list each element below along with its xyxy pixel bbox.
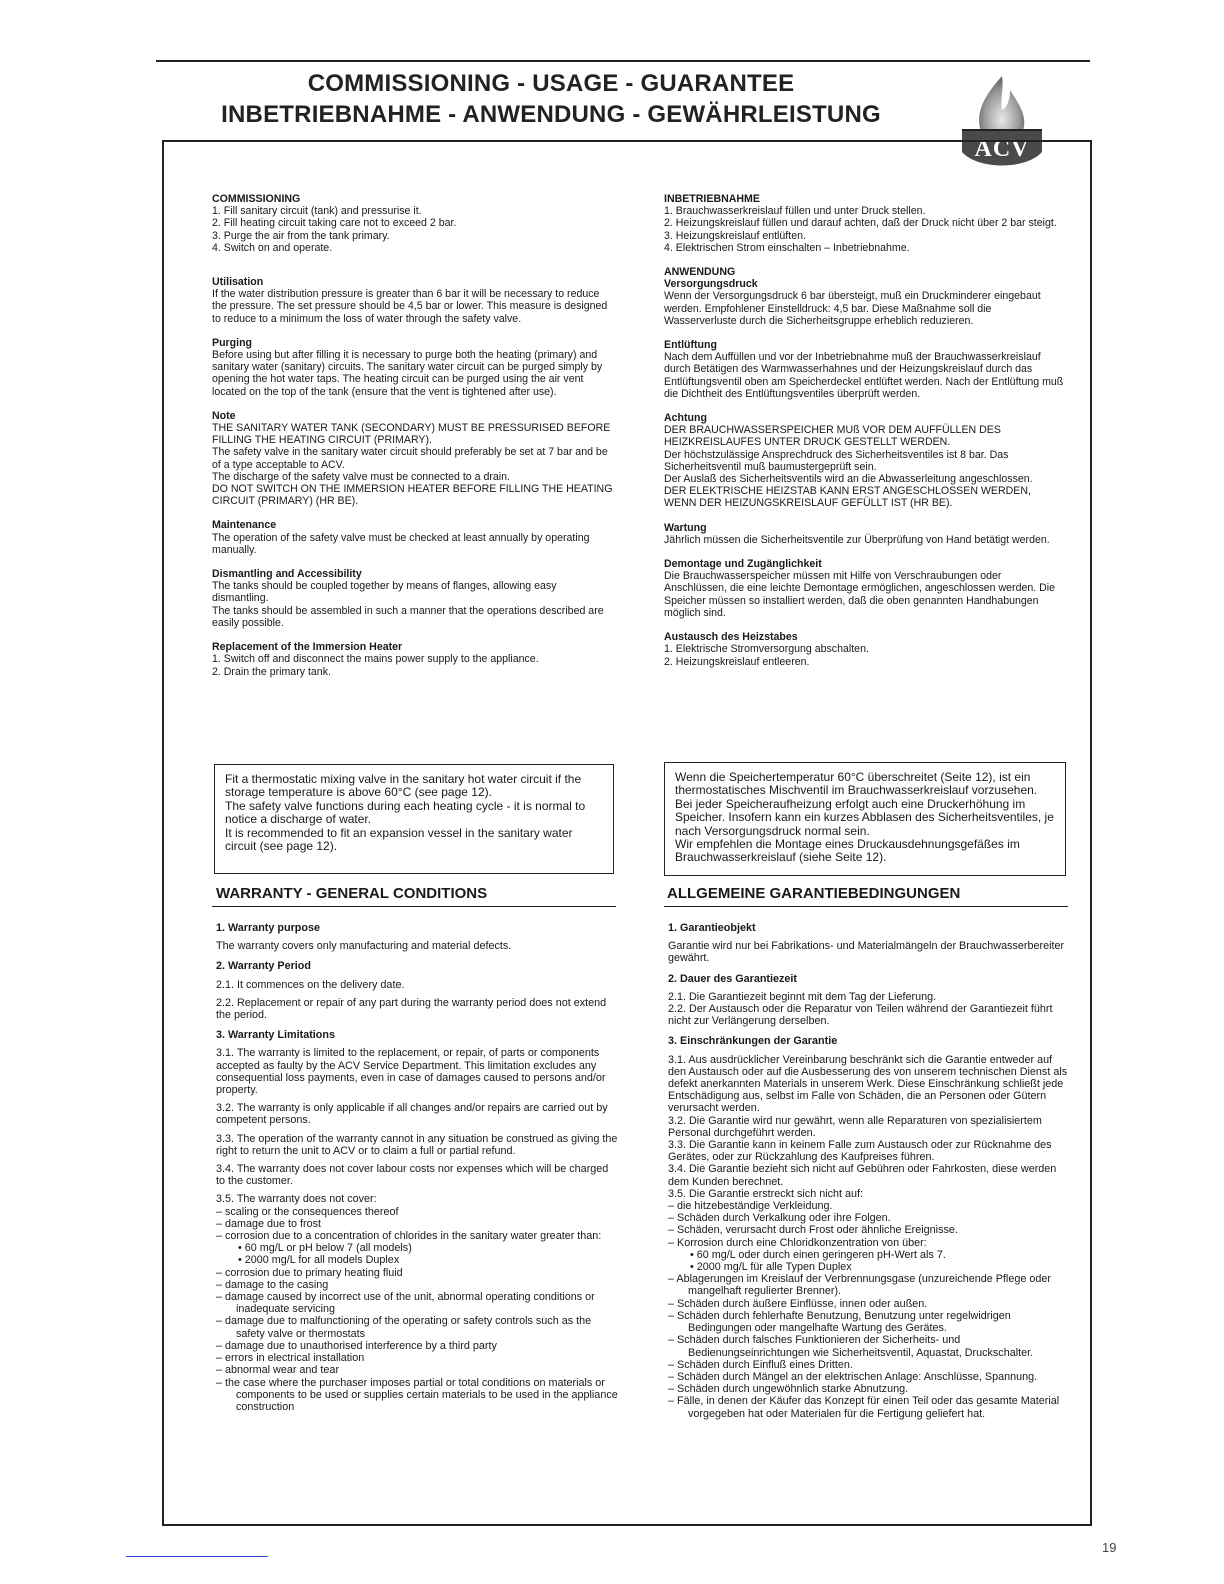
list-item: 2. Heizungskreislauf füllen und darauf achten, daß der Druck nicht über 2 bar steigt. — [664, 217, 1057, 230]
paragraph: 3.1. The warranty is limited to the replacement, or repair, of parts or components accepted as faulty by the ACV Service Department. This limitation excludes any consequential loss payments, even in case of damages caused to persons and/or property. — [216, 1047, 606, 1097]
list-item: – Schäden durch fehlerhafte Benutzung, Benutzung unter regelwidrigen Bedingungen oder mangelhafte Wartung des Gerätes. — [668, 1309, 1011, 1335]
list-item: – Schäden, verursacht durch Frost oder ähnliche Ereignisse. — [668, 1224, 958, 1237]
section-heading: Entlüftung — [664, 339, 717, 352]
list-item: – damage due to malfunctioning of the operating or safety controls such as the safety valve or thermostats — [216, 1315, 592, 1340]
paragraph: 3.4. Die Garantie bezieht sich nicht auf Gebühren oder Fahrkosten, diese werden dem Kunden berechnet. — [668, 1163, 1057, 1188]
section-heading: Dismantling and Accessibility — [212, 568, 362, 581]
paragraph: The operation of the safety valve must be checked at least annually by operating manually. — [212, 531, 590, 556]
paragraph: The warranty covers only manufacturing and material defects. — [216, 940, 512, 953]
warranty-subheading: 1. Garantieobjekt — [668, 922, 756, 934]
maintenance-section-en — [212, 519, 614, 556]
list-item: – Fälle, in denen der Käufer das Konzept für einen Teil oder das gesamte Material vorgegeben hat oder Materialen für die Fertigung geliefert hat. — [668, 1395, 1060, 1420]
top-rule — [156, 60, 1090, 62]
list-item: – Korrosion durch eine Chloridkonzentration von über: — [668, 1236, 927, 1249]
warranty-column-de — [668, 914, 1070, 1420]
paragraph: 2.1. Die Garantiezeit beginnt mit dem Tag der Lieferung. — [668, 990, 937, 1003]
note-section-de — [664, 412, 1066, 510]
dismantling-section-de — [664, 558, 1066, 619]
paragraph: 2.2. Der Austausch oder die Reparatur von Teilen während der Garantiezeit führt nicht zur Verlängerung derselben. — [668, 1003, 1053, 1028]
notice-box-en — [214, 764, 614, 874]
warranty-subheading: 3. Einschränkungen der Garantie — [668, 1035, 838, 1048]
maintenance-section-de — [664, 522, 1066, 546]
list-item: – Schäden durch äußere Einflüsse, innen oder außen. — [668, 1297, 928, 1310]
list-item: – damage to the casing — [216, 1278, 329, 1291]
section-heading: COMMISSIONING — [212, 193, 301, 205]
list-item: • 60 mg/L oder durch einen geringeren pH-Wert als 7. — [690, 1248, 946, 1261]
notice-box-de — [664, 762, 1066, 876]
list-item: – damage caused by incorrect use of the unit, abnormal operating conditions or inadequate servicing — [216, 1291, 595, 1316]
paragraph: The safety valve in the sanitary water circuit should preferably be set at 7 bar and be of a type acceptable to ACV. — [212, 446, 608, 471]
list-item: – Ablagerungen im Kreislauf der Verbrennungsgase (unzureichende Pflege oder mangelhaft regulierter Brenner). — [668, 1273, 1051, 1298]
notice-line: It is recommended to fit an expansion vessel in the sanitary water circuit (see page 12). — [225, 825, 573, 854]
list-item: 4. Elektrischen Strom einschalten – Inbetriebnahme. — [664, 241, 910, 254]
purging-section-en — [212, 337, 614, 398]
column-en — [212, 193, 614, 690]
list-item: – Schäden durch Verkalkung oder ihre Folgen. — [668, 1212, 891, 1225]
paragraph: 3.5. The warranty does not cover: — [216, 1193, 377, 1206]
warranty-heading-de: ALLGEMEINE GARANTIEBEDINGUNGEN — [667, 885, 961, 902]
section-heading: Maintenance — [212, 519, 277, 532]
divider — [664, 906, 1068, 907]
warranty-subheading: 3. Warranty Limitations — [216, 1029, 335, 1042]
paragraph: The tanks should be assembled in such a manner that the operations described are easily possible. — [212, 604, 604, 629]
warranty-column-en — [216, 914, 618, 1413]
paragraph: 2.2. Replacement or repair of any part during the warranty period does not extend the period. — [216, 996, 607, 1022]
list-item: – corrosion due to a concentration of chlorides in the sanitary water greater than: — [216, 1230, 602, 1243]
list-item: 1. Switch off and disconnect the mains power supply to the appliance. — [212, 653, 539, 666]
notice-line: Bei jeder Speicheraufheizung erfolgt auch eine Druckerhöhung im Speicher. Insofern kann ein kurzes Abblasen des Sicherheitsventiles, je nach Versorgungsdruck normal sein. — [675, 796, 1054, 838]
paragraph: Before using but after filling it is necessary to purge both the heating (primary) and sanitary water (sanitary) circuits. The sanitary water circuit can be purged simply by opening the hot water taps. The heating circuit can be purged using the air vent located on the top of the tank (ensure that the vent is tightened after use). — [212, 349, 603, 398]
notice-line: Fit a thermostatic mixing valve in the sanitary hot water circuit if the storage temperature is above 60°C (see page 12). — [225, 772, 582, 800]
section-heading: Replacement of the Immersion Heater — [212, 641, 403, 654]
paragraph: THE SANITARY WATER TANK (SECONDARY) MUST BE PRESSURISED BEFORE FILLING THE HEATING CIRCUIT (PRIMARY). — [212, 422, 611, 447]
list-item: 1. Fill sanitary circuit (tank) and pressurise it. — [212, 205, 422, 218]
list-item: 4. Switch on and operate. — [212, 241, 333, 254]
link-underline — [126, 1556, 268, 1557]
paragraph: Nach dem Auffüllen und vor der Inbetriebnahme muß der Brauchwasserkreislauf durch Betätigen des Warmwasserhahnes und der Heizungskreislauf durch das Entlüftungsventil oben am Speicherdeckel entlüftet werden. Nach der Entlüftung muß die Dichtheit des Entlüftungsventiles überprüft werden. — [664, 351, 1064, 400]
list-item: • 2000 mg/L for all models Duplex — [238, 1254, 400, 1267]
list-item: – damage due to unauthorised interference by a third party — [216, 1339, 497, 1352]
paragraph: 3.2. Die Garantie wird nur gewährt, wenn alle Reparaturen von spezialisiertem Personal durchgeführt werden. — [668, 1114, 1042, 1139]
paragraph: 3.3. The operation of the warranty cannot in any situation be construed as giving the right to return the unit to ACV or to claim a full or partial refund. — [216, 1132, 618, 1157]
section-heading: Purging — [212, 336, 253, 349]
page-number: 19 — [1102, 1540, 1117, 1555]
section-heading: Note — [212, 409, 236, 422]
warranty-subheading: 2. Dauer des Garantiezeit — [668, 972, 798, 985]
paragraph: The discharge of the safety valve must be connected to a drain. — [212, 470, 510, 483]
paragraph: DER BRAUCHWASSERSPEICHER MUß VOR DEM AUFFÜLLEN DES HEIZKREISLAUFES UNTER DRUCK GESTELLT WERDEN. — [664, 424, 1001, 449]
paragraph: Garantie wird nur bei Fabrikations- und Materialmängeln der Brauchwasserbereiter gewährt. — [668, 940, 1065, 965]
list-item: • 60 mg/L or pH below 7 (all models) — [238, 1242, 412, 1255]
paragraph: Wenn der Versorgungsdruck 6 bar übersteigt, muß ein Druckminderer eingebaut werden. Empfohlener Einstelldruck: 4,5 bar. Diese Maßnahme soll die Wasserverluste durch die Sicherheitsgruppe erheblich reduzieren. — [664, 290, 1041, 327]
column-de — [664, 193, 1066, 680]
list-item: – damage due to frost — [216, 1217, 322, 1230]
paragraph: If the water distribution pressure is greater than 6 bar it will be necessary to reduce the pressure. The set pressure should be 4,5 bar or lower. This measure is designed to reduce to a minimum the loss of water through the safety valve. — [212, 288, 608, 325]
list-item: 2. Drain the primary tank. — [212, 665, 331, 678]
list-item: – the case where the purchaser imposes partial or total conditions on materials or components to be used or supplies certain materials to be used in the appliance construction — [216, 1376, 618, 1413]
page-title-de: INBETRIEBNAHME - ANWENDUNG - GEWÄHRLEISTUNG — [221, 101, 881, 128]
section-subheading: Versorgungsdruck — [664, 278, 758, 291]
divider — [212, 906, 616, 907]
list-item: – abnormal wear and tear — [216, 1364, 340, 1377]
warranty-heading-en: WARRANTY - GENERAL CONDITIONS — [216, 885, 488, 902]
paragraph: Der höchstzulässige Ansprechdruck des Sicherheitsventiles ist 8 bar. Das Sicherheitsventil muß baumustergeprüft sein. — [664, 448, 1009, 473]
list-item: 3. Purge the air from the tank primary. — [212, 229, 390, 242]
purging-section-de — [664, 339, 1066, 400]
list-item: • 2000 mg/L für alle Typen Duplex — [690, 1261, 852, 1274]
section-heading: Achtung — [664, 412, 707, 425]
note-section-en — [212, 410, 614, 508]
list-item: – Schäden durch ungewöhnlich starke Abnutzung. — [668, 1383, 909, 1396]
list-item: – Schäden durch Mängel an der elektrischen Anlage: Anschlüsse, Spannung. — [668, 1370, 1038, 1383]
section-heading: Austausch des Heizstabes — [664, 631, 798, 644]
replacement-section-de — [664, 631, 1066, 668]
paragraph: The tanks should be coupled together by means of flanges, allowing easy dismantling. — [212, 580, 557, 605]
paragraph: Jährlich müssen die Sicherheitsventile zur Überprüfung von Hand betätigt werden. — [664, 533, 1050, 546]
list-item: – Schäden durch Einfluß eines Dritten. — [668, 1358, 853, 1371]
paragraph: 3.3. Die Garantie kann in keinem Falle zum Austausch oder zur Rücknahme des Gerätes, oder zur Rückzahlung des Kaufpreises führen. — [668, 1139, 1052, 1164]
list-item: – die hitzebeständige Verkleidung. — [668, 1200, 833, 1213]
list-item: 1. Elektrische Stromversorgung abschalten. — [664, 643, 869, 656]
list-item: – corrosion due to primary heating fluid — [216, 1266, 403, 1279]
list-item: 2. Fill heating circuit taking care not to exceed 2 bar. — [212, 217, 457, 230]
list-item: 1. Brauchwasserkreislauf füllen und unter Druck stellen. — [664, 205, 926, 218]
commissioning-section-de — [664, 193, 1066, 254]
page-title-en: COMMISSIONING - USAGE - GUARANTEE — [307, 70, 795, 97]
notice-line: Wenn die Speichertemperatur 60°C überschreitet (Seite 12), ist ein thermostatisches Mischventil im Brauchwasserkreislauf vorzusehen. — [675, 770, 1038, 798]
paragraph: 3.4. The warranty does not cover labour costs nor expenses which will be charged to the customer. — [216, 1163, 609, 1188]
dismantling-section-en — [212, 568, 614, 629]
section-heading: INBETRIEBNAHME — [664, 193, 760, 205]
paragraph: 3.1. Aus ausdrücklicher Vereinbarung beschränkt sich die Garantie entweder auf den Austausch oder auf die Ausbesserung des von unserem technischen Dienst als defekt anerkannten Materials in unserem Werk. Diese Einschränkung schließt jede Entschädigung aus, selbst im Falle von Schäden, die an Personen oder Gütern verursacht werden. — [668, 1053, 1068, 1115]
list-item: 3. Heizungskreislauf entlüften. — [664, 229, 806, 242]
paragraph: Der Auslaß des Sicherheitsventils wird an die Abwasserleitung angeschlossen. — [664, 473, 1033, 486]
list-item: – errors in electrical installation — [216, 1352, 365, 1365]
paragraph: 3.5. Die Garantie erstreckt sich nicht auf: — [668, 1187, 864, 1200]
section-heading: Demontage und Zugänglichkeit — [664, 558, 822, 571]
section-heading: ANWENDUNG — [664, 266, 736, 279]
notice-line: The safety valve functions during each heating cycle - it is normal to notice a discharge of water. — [225, 798, 586, 827]
commissioning-section-en — [212, 193, 614, 254]
paragraph: 3.2. The warranty is only applicable if all changes and/or repairs are carried out by competent persons. — [216, 1102, 608, 1127]
paragraph: DER ELEKTRISCHE HEIZSTAB KANN ERST ANGESCHLOSSEN WERDEN, WENN DER HEIZUNGSKREISLAUF GEFÜLLT IST (HR BE). — [664, 485, 1031, 510]
list-item: – Schäden durch falsches Funktionieren der Sicherheits- und Bedienungseinrichtungen wie Sicherheitsventil, Aquastat, Druckschalter. — [668, 1334, 1034, 1359]
acv-logo-text: ACV — [974, 136, 1030, 162]
replacement-section-en — [212, 641, 614, 678]
notice-line: Wir empfehlen die Montage eines Druckausdehnungsgefäßes im Brauchwasserkreislauf (siehe Seite 12). — [675, 837, 1020, 865]
warranty-subheading: 1. Warranty purpose — [216, 922, 320, 934]
utilisation-section-en — [212, 276, 614, 325]
warranty-subheading: 2. Warranty Period — [216, 960, 311, 973]
section-heading: Wartung — [664, 521, 707, 534]
list-item: – scaling or the consequences thereof — [216, 1205, 399, 1218]
paragraph: DO NOT SWITCH ON THE IMMERSION HEATER BEFORE FILLING THE HEATING CIRCUIT (PRIMARY) (HR BE). — [212, 483, 613, 508]
section-heading: Utilisation — [212, 276, 264, 289]
list-item: 2. Heizungskreislauf entleeren. — [664, 655, 810, 668]
paragraph: Die Brauchwasserspeicher müssen mit Hilfe von Verschraubungen oder Anschlüssen, die eine leichte Demontage ermöglichen, angeschlossen werden. Die Speicher müssen so installiert werden, daß die oben genannten Handhabungen möglich sind. — [664, 570, 1056, 619]
paragraph: 2.1. It commences on the delivery date. — [216, 978, 405, 991]
usage-section-de — [664, 266, 1066, 327]
